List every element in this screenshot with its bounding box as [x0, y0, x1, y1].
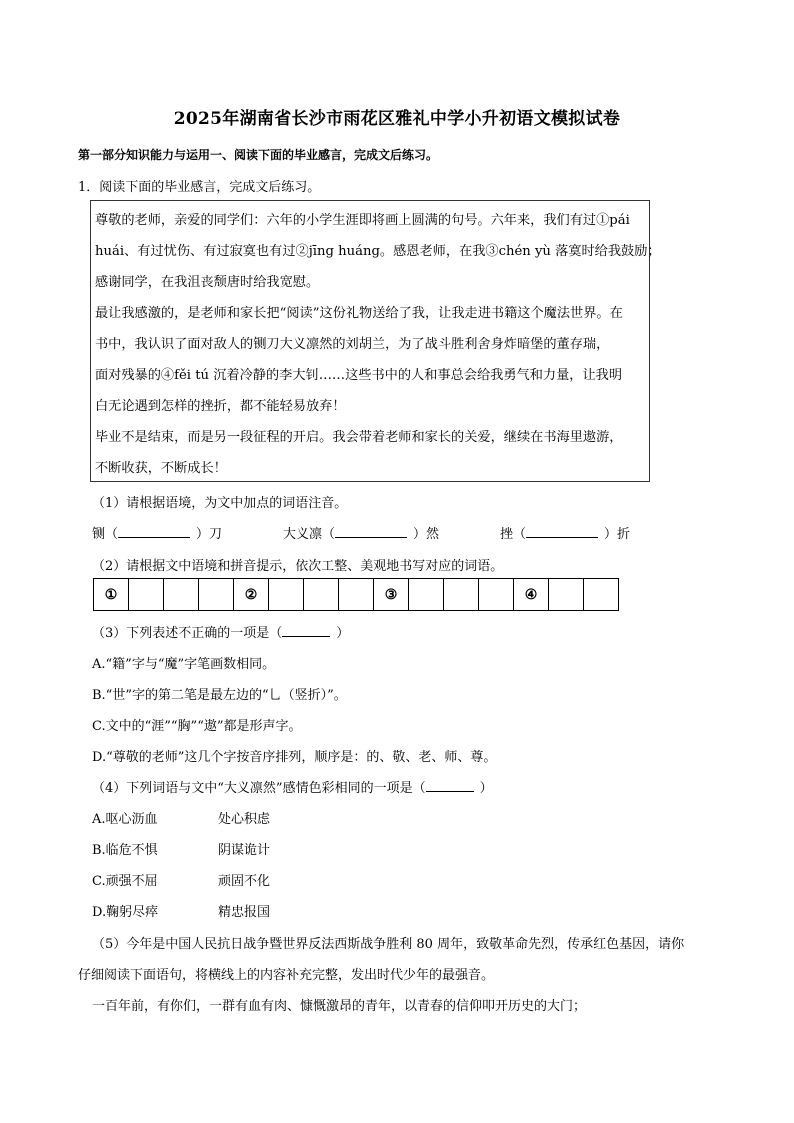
passage-line: 白无论遇到怎样的挫折，都不能轻易放弃！	[95, 399, 346, 414]
option-word: B.临危不惧	[92, 843, 158, 858]
option-word: C.顽强不屈	[92, 874, 158, 889]
passage-line: 毕业不是结束，而是另一段征程的开启。我会带着老师和家长的关爱，继续在书海里遨游，	[95, 430, 623, 445]
grid-cell-label: ③	[374, 578, 409, 611]
question-1-2-prompt: （2）请根据文中语境和拼音提示，依次工整、美观地书写对应的词语。	[92, 559, 504, 574]
answer-blank[interactable]	[426, 779, 474, 792]
grid-cell[interactable]	[409, 578, 444, 611]
question-prompt-text: （4）下列词语与文中“大义凛然”感情色彩相同的一项是（	[92, 781, 426, 796]
pinyin-item-2	[283, 523, 439, 542]
passage-line: 尊敬的老师，亲爱的同学们：六年的小学生涯即将画上圆满的句号。六年来，我们有过①pái	[95, 213, 630, 228]
grid-cell[interactable]	[304, 578, 339, 611]
grid-cell[interactable]	[584, 578, 619, 611]
grid-cell[interactable]	[199, 578, 234, 611]
grid-cell[interactable]	[479, 578, 514, 611]
question-1-1-prompt: （1）请根据语境，为文中加点的词语注音。	[92, 496, 348, 511]
pinyin-item-3	[500, 523, 630, 542]
pinyin-item-pre: 挫（	[500, 527, 527, 542]
option-b[interactable]: B.“世”字的第二笔是最左边的“乚（竖折）”。	[92, 688, 347, 703]
option-word: 处心积虑	[218, 812, 271, 827]
answer-blank[interactable]	[282, 624, 330, 637]
pinyin-item-pre: 铡（	[92, 527, 119, 542]
question-1-5-line: 仔细阅读下面语句，将横线上的内容补充完整，发出时代少年的最强音。	[78, 968, 495, 983]
pinyin-answer-blank[interactable]	[335, 525, 407, 538]
pinyin-item-post: ）折	[604, 527, 631, 542]
grid-cell[interactable]	[269, 578, 304, 611]
pinyin-item-1	[92, 523, 222, 542]
grid-cell-label: ①	[94, 578, 129, 611]
grid-cell[interactable]	[339, 578, 374, 611]
option-word: D.鞠躬尽瘁	[92, 905, 159, 920]
grid-cell[interactable]	[549, 578, 584, 611]
option-word: 顽固不化	[218, 874, 271, 889]
question-1-4-prompt	[92, 777, 493, 796]
question-prompt-text: （3）下列表述不正确的一项是（	[92, 626, 283, 641]
option-a[interactable]: A.“籍”字与“魔”字笔画数相同。	[92, 657, 276, 672]
option-d[interactable]: D.“尊敬的老师”这几个字按音序排列，顺序是：的、敬、老、师、尊。	[92, 750, 497, 765]
question-1-3-prompt	[92, 622, 349, 641]
option-c[interactable]	[92, 870, 270, 889]
grid-cell[interactable]	[129, 578, 164, 611]
page-title: 2025年湖南省长沙市雨花区雅礼中学小升初语文模拟试卷	[173, 109, 621, 129]
passage-line: huái、有过忧伤、有过寂寞也有过②jīng huáng。感恩老师，在我③chén yù 落寞时给我鼓励；	[95, 244, 661, 259]
question-1-5-line: （5）今年是中国人民抗日战争暨世界反法西斯战争胜利 80 周年，致敬革命先烈，传承红色基因，请你	[92, 937, 685, 952]
pinyin-item-pre: 大义凛（	[283, 527, 336, 542]
grid-cell[interactable]	[164, 578, 199, 611]
passage-line: 书中，我认识了面对敌人的铡刀大义凛然的刘胡兰，为了战斗胜利舍身炸暗堡的董存瑞，	[95, 337, 610, 352]
question-prompt-text: ）	[479, 781, 493, 796]
writing-grid	[93, 578, 619, 611]
pinyin-answer-blank[interactable]	[526, 525, 598, 538]
option-b[interactable]	[92, 839, 270, 858]
option-word: A.呕心沥血	[92, 812, 158, 827]
passage-line: 最让我感激的，是老师和家长把“阅读”这份礼物送给了我，让我走进书籍这个魔法世界。在	[95, 306, 623, 321]
passage-line: 面对残暴的④fěi tú 沉着冷静的李大钊……这些书中的人和事总会给我勇气和力量，让我明	[95, 368, 623, 383]
passage-line: 感谢同学，在我沮丧颓唐时给我宽慰。	[95, 275, 320, 290]
question-1-intro: 1．阅读下面的毕业感言，完成文后练习。	[78, 180, 321, 195]
option-d[interactable]	[92, 901, 270, 920]
question-prompt-text: ）	[336, 626, 350, 641]
grid-cell[interactable]	[444, 578, 479, 611]
pinyin-item-post: ）然	[413, 527, 440, 542]
option-a[interactable]	[92, 808, 270, 827]
grid-cell-label: ④	[514, 578, 549, 611]
passage-line: 不断收获，不断成长！	[95, 461, 227, 476]
section-heading: 第一部分知识能力与运用一、阅读下面的毕业感言，完成文后练习。	[78, 148, 439, 162]
pinyin-item-post: ）刀	[196, 527, 223, 542]
passage-box	[90, 200, 661, 482]
option-word: 阴谋诡计	[218, 843, 271, 858]
option-c[interactable]: C.文中的“涯”“胸”“遨”都是形声字。	[92, 719, 302, 734]
question-1-5-line: 一百年前，有你们，一群有血有肉、慷慨激昂的青年，以青春的信仰叩开历史的大门；	[92, 999, 587, 1014]
grid-cell-label: ②	[234, 578, 269, 611]
option-word: 精忠报国	[218, 905, 271, 920]
pinyin-answer-blank[interactable]	[118, 525, 190, 538]
